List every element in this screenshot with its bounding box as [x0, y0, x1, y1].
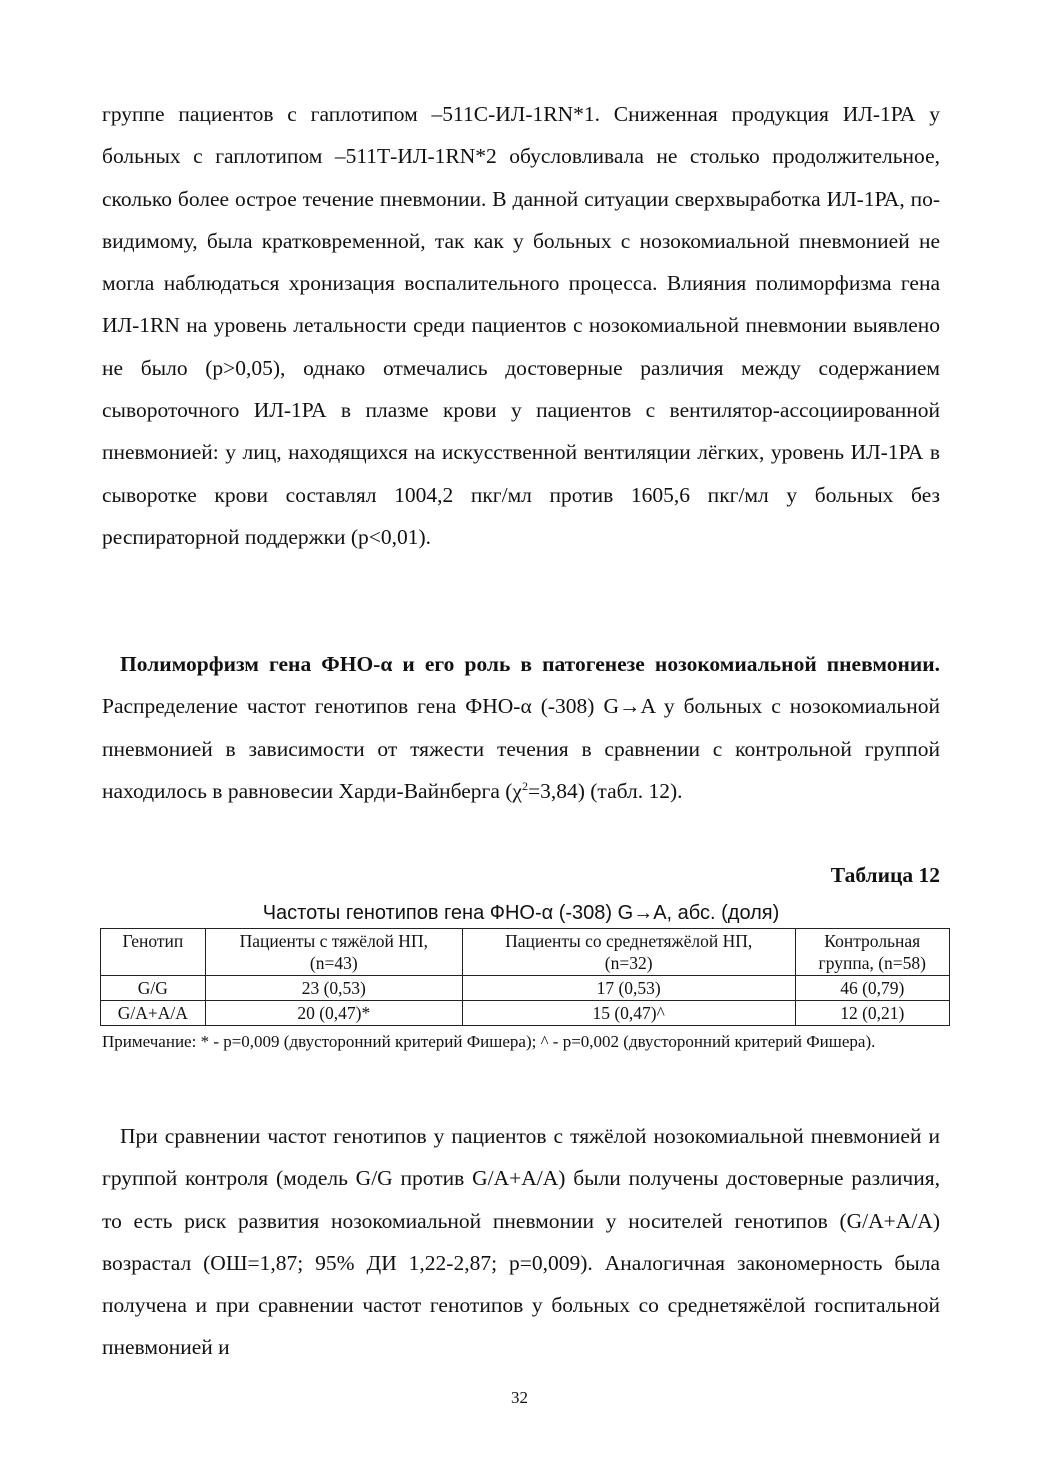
header-severe — [205, 929, 462, 976]
table-number: Таблица 12 — [830, 863, 940, 887]
header-genotype — [101, 929, 206, 976]
table-cell: 46 (0,79) — [795, 976, 949, 1001]
genotype-frequency-table — [100, 928, 950, 1026]
table-row — [101, 1001, 950, 1026]
section-heading: Полиморфизм гена ФНО-α и его роль в патогенезе нозокомиальной пневмонии. — [120, 652, 940, 676]
header-control-line1: Контрольная — [824, 931, 921, 951]
paragraph-tnf-section — [102, 643, 940, 812]
header-moderate-line2: (n=32) — [604, 953, 653, 973]
header-genotype-label: Генотип — [122, 931, 184, 951]
table-caption: Частоты генотипов гена ФНО-α (-308) G→A, абс. (доля) — [262, 902, 780, 924]
table-cell: 23 (0,53) — [205, 976, 462, 1001]
header-control-line2: группа, (n=58) — [818, 953, 926, 973]
table-row — [101, 976, 950, 1001]
chi-superscript: 2 — [521, 778, 528, 793]
header-severe-line1: Пациенты с тяжёлой НП, — [239, 931, 428, 951]
table-header-row — [101, 929, 950, 976]
header-moderate-line1: Пациенты со среднетяжёлой НП, — [505, 931, 753, 951]
section-text: Распределение частот генотипов гена ФНО-α (-308) G→A у больных с нозокомиальной пневмонией в зависимости от тяжести течения в сравнении с контрольной группой находилось в равновесии Харди-Вайнберга (χ — [102, 694, 940, 803]
header-moderate — [462, 929, 795, 976]
table-cell: 15 (0,47)^ — [462, 1001, 795, 1026]
table-cell: 17 (0,53) — [462, 976, 795, 1001]
table-note: Примечание: * - p=0,009 (двусторонний критерий Фишера); ^ - p=0,002 (двусторонний критерий Фишера). — [102, 1032, 876, 1051]
section-text-end: =3,84) (табл. 12). — [527, 778, 683, 803]
paragraph-comparison: При сравнении частот генотипов у пациентов с тяжёлой нозокомиальной пневмонией и группой контроля (модель G/G против G/A+A/A) были получены достоверные различия, то есть риск развития нозокомиальной пневмонии у носителей генотипов (G/A+A/A) возрастал (ОШ=1,87; 95% ДИ 1,22-2,87; p=0,009). Аналогичная закономерность была получена и при сравнении частот генотипов у больных со среднетяжёлой госпитальной пневмонией и — [102, 1124, 940, 1360]
table-cell: 20 (0,47)* — [205, 1001, 462, 1026]
table-cell: G/A+A/A — [101, 1001, 206, 1026]
table-cell: 12 (0,21) — [795, 1001, 949, 1026]
table-cell: G/G — [101, 976, 206, 1001]
header-severe-line2: (n=43) — [309, 953, 358, 973]
header-control — [795, 929, 949, 976]
paragraph-haplotype-results: группе пациентов с гаплотипом –511С-ИЛ-1RN*1. Сниженная продукция ИЛ-1РА у больных с гаплотипом –511Т-ИЛ-1RN*2 обусловливала не столько продолжительное, сколько более острое течение пневмонии. В данной ситуации сверхвыработка ИЛ-1РА, по-видимому, была кратковременной, так как у больных с нозокомиальной пневмонией не могла наблюдаться хронизация воспалительного процесса. Влияния полиморфизма гена ИЛ-1RN на уровень летальности среди пациентов с нозокомиальной пневмонии выявлено не было (р>0,05), однако отмечались достоверные различия между содержанием сывороточного ИЛ-1РА в плазме крови у пациентов с вентилятор-ассоциированной пневмонией: у лиц, находящихся на искусственной вентиляции лёгких, уровень ИЛ-1РА в сыворотке крови составлял 1004,2 пкг/мл против 1605,6 пкг/мл у больных без респираторной поддержки (р<0,01). — [102, 102, 940, 549]
page-number: 32 — [511, 1388, 528, 1407]
